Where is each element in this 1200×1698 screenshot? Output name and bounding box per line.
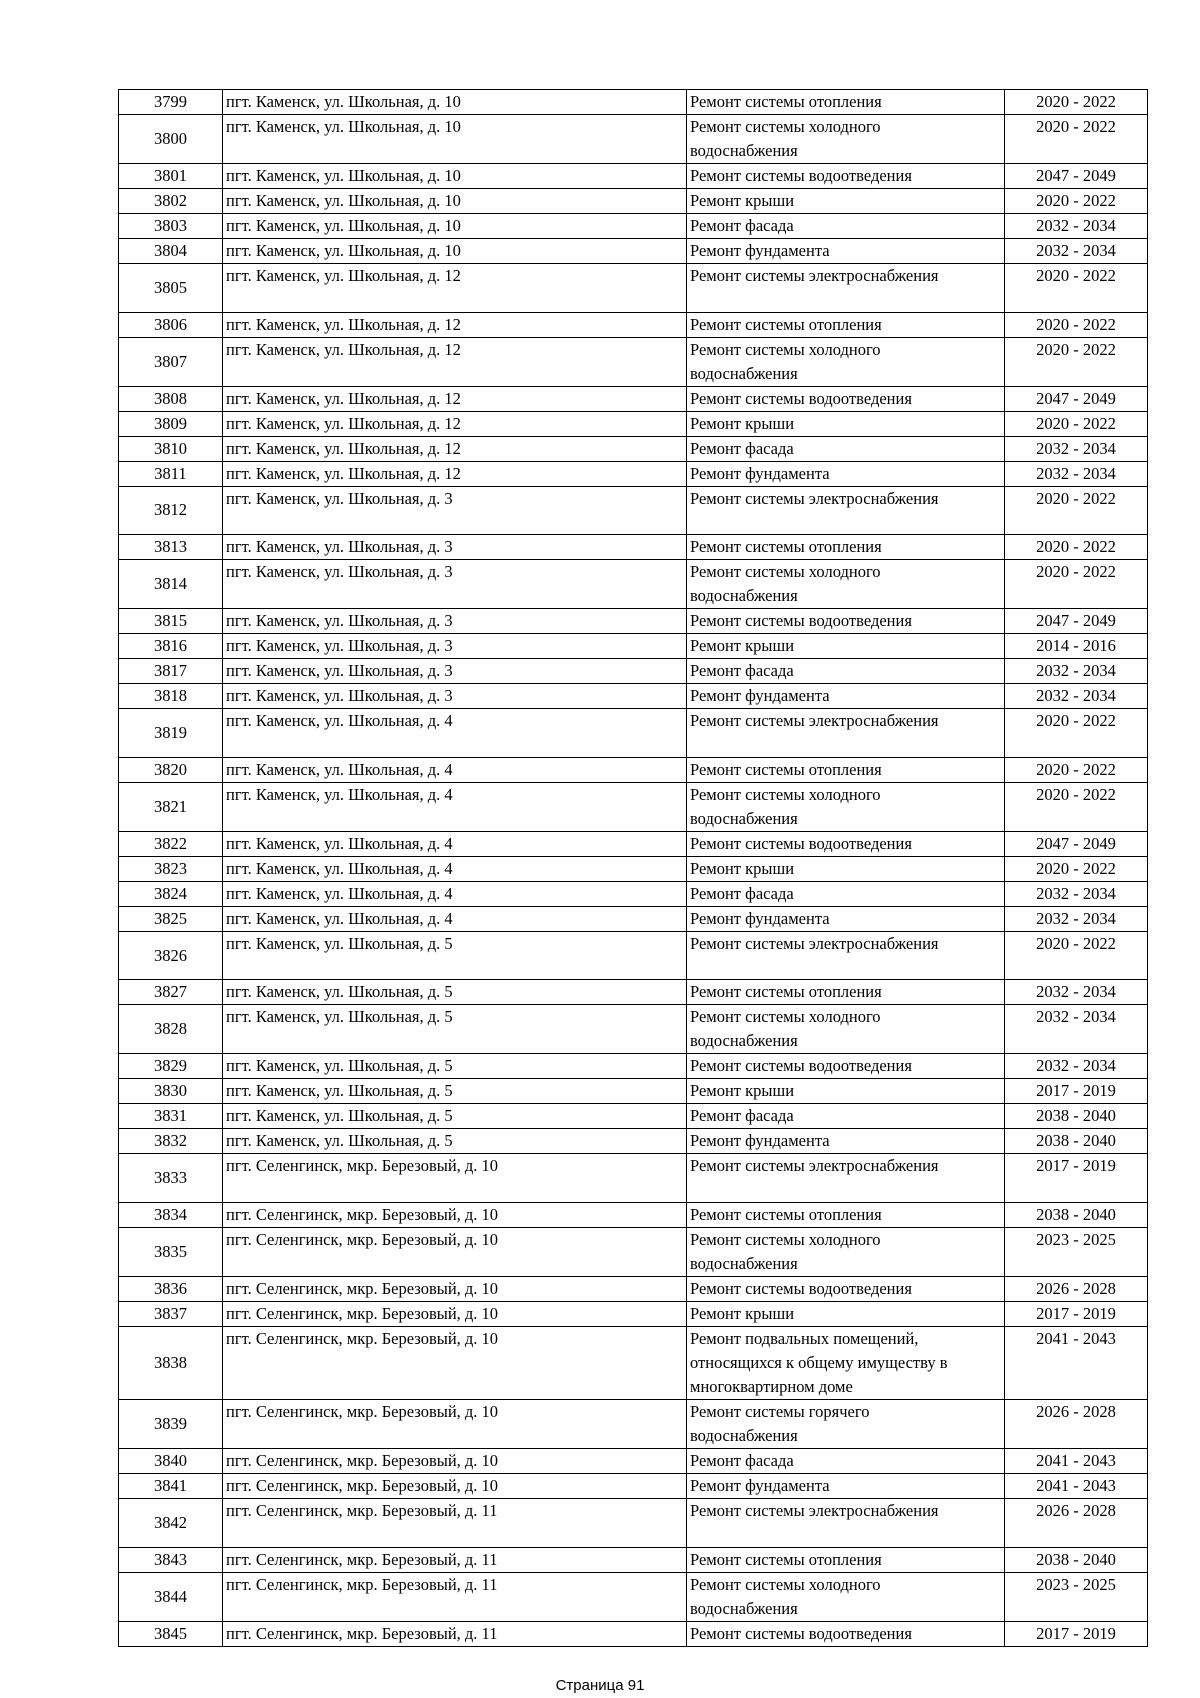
table-row	[119, 264, 1148, 313]
repair-schedule-table	[118, 89, 1148, 1647]
row-number-cell: 3823	[119, 856, 223, 881]
work-type-line: Ремонт фундамента	[690, 1475, 830, 1495]
work-type-cell	[687, 239, 1005, 264]
work-type-line: водоснабжения	[690, 1425, 798, 1445]
table-row	[119, 560, 1148, 609]
work-type-line: Ремонт системы водоотведения	[690, 1278, 912, 1298]
table-row	[119, 90, 1148, 115]
period-cell: 2014 - 2016	[1005, 634, 1148, 659]
work-type-cell	[687, 1079, 1005, 1104]
table-row	[119, 659, 1148, 684]
table-row	[119, 337, 1148, 386]
work-type-line: Ремонт крыши	[690, 1081, 795, 1101]
work-type-cell	[687, 411, 1005, 436]
work-type-line: Ремонт системы холодного	[690, 784, 881, 804]
work-type-cell	[687, 1005, 1005, 1054]
work-type-line: Ремонт системы электроснабжения	[690, 1500, 939, 1520]
address-cell: пгт. Каменск, ул. Школьная, д. 5	[223, 1104, 687, 1129]
row-number-cell: 3801	[119, 164, 223, 189]
work-type-cell	[687, 1054, 1005, 1079]
work-type-cell	[687, 1547, 1005, 1572]
address-cell: пгт. Каменск, ул. Школьная, д. 3	[223, 560, 687, 609]
period-cell: 2020 - 2022	[1005, 312, 1148, 337]
period-cell: 2017 - 2019	[1005, 1621, 1148, 1646]
table-row	[119, 1621, 1148, 1646]
period-cell: 2032 - 2034	[1005, 980, 1148, 1005]
table-row	[119, 535, 1148, 560]
table-row	[119, 782, 1148, 831]
row-number-cell: 3816	[119, 634, 223, 659]
work-type-line: Ремонт фундамента	[690, 686, 830, 706]
period-cell: 2017 - 2019	[1005, 1301, 1148, 1326]
address-cell: пгт. Каменск, ул. Школьная, д. 5	[223, 1079, 687, 1104]
table-row	[119, 115, 1148, 164]
row-number-cell: 3819	[119, 709, 223, 758]
work-type-line: водоснабжения	[690, 141, 798, 160]
work-type-line: Ремонт системы холодного	[690, 1229, 881, 1249]
period-cell: 2020 - 2022	[1005, 560, 1148, 609]
period-cell: 2032 - 2034	[1005, 1054, 1148, 1079]
period-cell: 2038 - 2040	[1005, 1129, 1148, 1154]
work-type-line: Ремонт системы электроснабжения	[690, 711, 939, 731]
work-type-cell	[687, 931, 1005, 980]
work-type-line: Ремонт системы водоотведения	[690, 1056, 912, 1076]
row-number-cell: 3800	[119, 115, 223, 164]
work-type-cell	[687, 1498, 1005, 1547]
address-cell: пгт. Каменск, ул. Школьная, д. 12	[223, 337, 687, 386]
work-type-line: Ремонт крыши	[690, 636, 795, 656]
address-cell: пгт. Каменск, ул. Школьная, д. 3	[223, 634, 687, 659]
work-type-cell	[687, 1202, 1005, 1227]
work-type-cell	[687, 1227, 1005, 1276]
work-type-cell	[687, 881, 1005, 906]
table-row	[119, 709, 1148, 758]
row-number-cell: 3806	[119, 312, 223, 337]
address-cell: пгт. Каменск, ул. Школьная, д. 12	[223, 461, 687, 486]
address-cell: пгт. Каменск, ул. Школьная, д. 3	[223, 609, 687, 634]
period-cell: 2032 - 2034	[1005, 214, 1148, 239]
table-row	[119, 486, 1148, 535]
row-number-cell: 3828	[119, 1005, 223, 1054]
table-row	[119, 1129, 1148, 1154]
work-type-cell	[687, 264, 1005, 313]
table-row	[119, 931, 1148, 980]
work-type-line: Ремонт фасада	[690, 883, 794, 903]
period-cell: 2038 - 2040	[1005, 1202, 1148, 1227]
work-type-line: Ремонт крыши	[690, 413, 795, 433]
address-cell: пгт. Каменск, ул. Школьная, д. 4	[223, 782, 687, 831]
table-row	[119, 436, 1148, 461]
row-number-cell: 3824	[119, 881, 223, 906]
address-cell: пгт. Селенгинск, мкр. Березовый, д. 10	[223, 1326, 687, 1399]
address-cell: пгт. Селенгинск, мкр. Березовый, д. 10	[223, 1227, 687, 1276]
work-type-cell	[687, 1154, 1005, 1203]
work-type-cell	[687, 1301, 1005, 1326]
period-cell: 2020 - 2022	[1005, 535, 1148, 560]
period-cell: 2020 - 2022	[1005, 931, 1148, 980]
period-cell: 2023 - 2025	[1005, 1227, 1148, 1276]
period-cell: 2023 - 2025	[1005, 1572, 1148, 1621]
address-cell: пгт. Каменск, ул. Школьная, д. 12	[223, 264, 687, 313]
work-type-line: Ремонт системы водоотведения	[690, 166, 912, 185]
table-row	[119, 164, 1148, 189]
period-cell: 2032 - 2034	[1005, 906, 1148, 931]
period-cell: 2032 - 2034	[1005, 684, 1148, 709]
address-cell: пгт. Селенгинск, мкр. Березовый, д. 10	[223, 1448, 687, 1473]
period-cell: 2041 - 2043	[1005, 1448, 1148, 1473]
address-cell: пгт. Селенгинск, мкр. Березовый, д. 10	[223, 1154, 687, 1203]
address-cell: пгт. Селенгинск, мкр. Березовый, д. 10	[223, 1399, 687, 1448]
table-row	[119, 856, 1148, 881]
period-cell: 2032 - 2034	[1005, 881, 1148, 906]
row-number-cell: 3833	[119, 1154, 223, 1203]
address-cell: пгт. Каменск, ул. Школьная, д. 3	[223, 486, 687, 535]
work-type-cell	[687, 214, 1005, 239]
work-type-line: Ремонт системы электроснабжения	[690, 1156, 939, 1176]
work-type-cell	[687, 684, 1005, 709]
table-row	[119, 386, 1148, 411]
row-number-cell: 3832	[119, 1129, 223, 1154]
work-type-line: Ремонт системы отопления	[690, 92, 882, 111]
table-row	[119, 1301, 1148, 1326]
work-type-line: Ремонт системы водоотведения	[690, 833, 912, 853]
row-number-cell: 3810	[119, 436, 223, 461]
row-number-cell: 3829	[119, 1054, 223, 1079]
work-type-line: Ремонт системы горячего	[690, 1401, 870, 1421]
row-number-cell: 3811	[119, 461, 223, 486]
row-number-cell: 3840	[119, 1448, 223, 1473]
table-row	[119, 1227, 1148, 1276]
table-row	[119, 239, 1148, 264]
table-row	[119, 1547, 1148, 1572]
work-type-cell	[687, 164, 1005, 189]
table-row	[119, 1473, 1148, 1498]
row-number-cell: 3799	[119, 90, 223, 115]
table-body	[119, 90, 1148, 1647]
work-type-cell	[687, 757, 1005, 782]
work-type-line: Ремонт системы холодного	[690, 339, 881, 359]
row-number-cell: 3827	[119, 980, 223, 1005]
work-type-line: Ремонт системы водоотведения	[690, 1623, 912, 1643]
address-cell: пгт. Каменск, ул. Школьная, д. 10	[223, 189, 687, 214]
address-cell: пгт. Каменск, ул. Школьная, д. 12	[223, 411, 687, 436]
row-number-cell: 3817	[119, 659, 223, 684]
work-type-line: водоснабжения	[690, 586, 798, 606]
row-number-cell: 3802	[119, 189, 223, 214]
work-type-cell	[687, 386, 1005, 411]
row-number-cell: 3831	[119, 1104, 223, 1129]
work-type-cell	[687, 709, 1005, 758]
row-number-cell: 3818	[119, 684, 223, 709]
work-type-line: водоснабжения	[690, 808, 798, 828]
address-cell: пгт. Селенгинск, мкр. Березовый, д. 11	[223, 1572, 687, 1621]
address-cell: пгт. Каменск, ул. Школьная, д. 12	[223, 436, 687, 461]
work-type-cell	[687, 1129, 1005, 1154]
work-type-line: Ремонт системы отопления	[690, 982, 882, 1002]
address-cell: пгт. Селенгинск, мкр. Березовый, д. 11	[223, 1547, 687, 1572]
period-cell: 2017 - 2019	[1005, 1079, 1148, 1104]
period-cell: 2041 - 2043	[1005, 1473, 1148, 1498]
table-row	[119, 757, 1148, 782]
work-type-cell	[687, 486, 1005, 535]
work-type-line: водоснабжения	[690, 1031, 798, 1051]
work-type-cell	[687, 856, 1005, 881]
work-type-line: Ремонт системы электроснабжения	[690, 933, 939, 953]
work-type-line: Ремонт системы холодного	[690, 1007, 881, 1027]
work-type-cell	[687, 1399, 1005, 1448]
period-cell: 2032 - 2034	[1005, 659, 1148, 684]
address-cell: пгт. Селенгинск, мкр. Березовый, д. 10	[223, 1473, 687, 1498]
row-number-cell: 3820	[119, 757, 223, 782]
row-number-cell: 3843	[119, 1547, 223, 1572]
work-type-cell	[687, 609, 1005, 634]
address-cell: пгт. Каменск, ул. Школьная, д. 3	[223, 535, 687, 560]
row-number-cell: 3815	[119, 609, 223, 634]
row-number-cell: 3842	[119, 1498, 223, 1547]
table-row	[119, 1054, 1148, 1079]
work-type-cell	[687, 1621, 1005, 1646]
work-type-line: Ремонт системы холодного	[690, 1574, 881, 1594]
work-type-cell	[687, 831, 1005, 856]
work-type-cell	[687, 906, 1005, 931]
table-row	[119, 189, 1148, 214]
work-type-line: Ремонт фундамента	[690, 1131, 830, 1151]
row-number-cell: 3844	[119, 1572, 223, 1621]
address-cell: пгт. Каменск, ул. Школьная, д. 10	[223, 115, 687, 164]
row-number-cell: 3822	[119, 831, 223, 856]
work-type-cell	[687, 1473, 1005, 1498]
row-number-cell: 3835	[119, 1227, 223, 1276]
period-cell: 2020 - 2022	[1005, 757, 1148, 782]
row-number-cell: 3826	[119, 931, 223, 980]
work-type-line: Ремонт крыши	[690, 191, 795, 210]
period-cell: 2020 - 2022	[1005, 411, 1148, 436]
work-type-cell	[687, 461, 1005, 486]
work-type-line: Ремонт системы отопления	[690, 1549, 882, 1569]
address-cell: пгт. Каменск, ул. Школьная, д. 5	[223, 1129, 687, 1154]
table-row	[119, 1079, 1148, 1104]
work-type-cell	[687, 535, 1005, 560]
address-cell: пгт. Каменск, ул. Школьная, д. 5	[223, 931, 687, 980]
address-cell: пгт. Каменск, ул. Школьная, д. 10	[223, 164, 687, 189]
address-cell: пгт. Каменск, ул. Школьная, д. 3	[223, 659, 687, 684]
address-cell: пгт. Селенгинск, мкр. Березовый, д. 10	[223, 1301, 687, 1326]
work-type-line: относящихся к общему имуществу в	[690, 1352, 948, 1372]
work-type-line: Ремонт системы электроснабжения	[690, 266, 939, 285]
table-row	[119, 1399, 1148, 1448]
table-row	[119, 634, 1148, 659]
table-row	[119, 214, 1148, 239]
work-type-cell	[687, 1448, 1005, 1473]
work-type-line: Ремонт крыши	[690, 1303, 795, 1323]
table-row	[119, 461, 1148, 486]
address-cell: пгт. Каменск, ул. Школьная, д. 10	[223, 214, 687, 239]
work-type-cell	[687, 1572, 1005, 1621]
address-cell: пгт. Селенгинск, мкр. Березовый, д. 10	[223, 1276, 687, 1301]
work-type-line: водоснабжения	[690, 363, 798, 383]
work-type-line: Ремонт фасада	[690, 1450, 794, 1470]
period-cell: 2032 - 2034	[1005, 1005, 1148, 1054]
address-cell: пгт. Каменск, ул. Школьная, д. 4	[223, 906, 687, 931]
row-number-cell: 3821	[119, 782, 223, 831]
address-cell: пгт. Селенгинск, мкр. Березовый, д. 10	[223, 1202, 687, 1227]
table-row	[119, 684, 1148, 709]
address-cell: пгт. Селенгинск, мкр. Березовый, д. 11	[223, 1621, 687, 1646]
row-number-cell: 3813	[119, 535, 223, 560]
work-type-cell	[687, 189, 1005, 214]
table-row	[119, 831, 1148, 856]
work-type-line: водоснабжения	[690, 1598, 798, 1618]
work-type-line: Ремонт крыши	[690, 858, 795, 878]
work-type-cell	[687, 115, 1005, 164]
row-number-cell: 3808	[119, 386, 223, 411]
period-cell: 2038 - 2040	[1005, 1547, 1148, 1572]
work-type-line: Ремонт фасада	[690, 1106, 794, 1126]
address-cell: пгт. Каменск, ул. Школьная, д. 5	[223, 1054, 687, 1079]
row-number-cell: 3804	[119, 239, 223, 264]
work-type-cell	[687, 782, 1005, 831]
period-cell: 2020 - 2022	[1005, 486, 1148, 535]
row-number-cell: 3845	[119, 1621, 223, 1646]
work-type-line: Ремонт системы отопления	[690, 314, 882, 334]
address-cell: пгт. Селенгинск, мкр. Березовый, д. 11	[223, 1498, 687, 1547]
address-cell: пгт. Каменск, ул. Школьная, д. 12	[223, 386, 687, 411]
table-row	[119, 980, 1148, 1005]
period-cell: 2020 - 2022	[1005, 264, 1148, 313]
row-number-cell: 3803	[119, 214, 223, 239]
period-cell: 2020 - 2022	[1005, 337, 1148, 386]
period-cell: 2017 - 2019	[1005, 1154, 1148, 1203]
work-type-cell	[687, 1276, 1005, 1301]
address-cell: пгт. Каменск, ул. Школьная, д. 4	[223, 831, 687, 856]
row-number-cell: 3809	[119, 411, 223, 436]
row-number-cell: 3812	[119, 486, 223, 535]
period-cell: 2047 - 2049	[1005, 831, 1148, 856]
work-type-cell	[687, 1104, 1005, 1129]
period-cell: 2047 - 2049	[1005, 386, 1148, 411]
work-type-line: Ремонт фасада	[690, 216, 794, 235]
period-cell: 2032 - 2034	[1005, 239, 1148, 264]
work-type-line: Ремонт фундамента	[690, 463, 830, 483]
period-cell: 2026 - 2028	[1005, 1276, 1148, 1301]
work-type-line: Ремонт фундамента	[690, 241, 830, 260]
table-row	[119, 1326, 1148, 1399]
work-type-cell	[687, 90, 1005, 115]
period-cell: 2047 - 2049	[1005, 609, 1148, 634]
period-cell: 2020 - 2022	[1005, 115, 1148, 164]
address-cell: пгт. Каменск, ул. Школьная, д. 4	[223, 709, 687, 758]
row-number-cell: 3836	[119, 1276, 223, 1301]
period-cell: 2032 - 2034	[1005, 436, 1148, 461]
table-row	[119, 1448, 1148, 1473]
period-cell: 2026 - 2028	[1005, 1399, 1148, 1448]
work-type-cell	[687, 634, 1005, 659]
address-cell: пгт. Каменск, ул. Школьная, д. 3	[223, 684, 687, 709]
work-type-line: Ремонт фасада	[690, 661, 794, 681]
table-row	[119, 312, 1148, 337]
row-number-cell: 3807	[119, 337, 223, 386]
work-type-line: многоквартирном доме	[690, 1376, 853, 1396]
period-cell: 2041 - 2043	[1005, 1326, 1148, 1399]
row-number-cell: 3841	[119, 1473, 223, 1498]
table-row	[119, 1572, 1148, 1621]
work-type-cell	[687, 312, 1005, 337]
row-number-cell: 3838	[119, 1326, 223, 1399]
table-row	[119, 411, 1148, 436]
table-row	[119, 1498, 1148, 1547]
page-number: Страница 91	[555, 1677, 645, 1694]
table-row	[119, 1104, 1148, 1129]
table-row	[119, 881, 1148, 906]
work-type-cell	[687, 1326, 1005, 1399]
row-number-cell: 3834	[119, 1202, 223, 1227]
work-type-line: Ремонт фасада	[690, 438, 794, 458]
work-type-cell	[687, 980, 1005, 1005]
period-cell: 2020 - 2022	[1005, 782, 1148, 831]
address-cell: пгт. Каменск, ул. Школьная, д. 4	[223, 757, 687, 782]
work-type-line: Ремонт системы водоотведения	[690, 388, 912, 408]
period-cell: 2020 - 2022	[1005, 709, 1148, 758]
work-type-line: Ремонт системы холодного	[690, 117, 881, 136]
table-row	[119, 906, 1148, 931]
row-number-cell: 3805	[119, 264, 223, 313]
address-cell: пгт. Каменск, ул. Школьная, д. 5	[223, 1005, 687, 1054]
work-type-cell	[687, 337, 1005, 386]
table-row	[119, 609, 1148, 634]
period-cell: 2038 - 2040	[1005, 1104, 1148, 1129]
row-number-cell: 3825	[119, 906, 223, 931]
work-type-line: Ремонт системы отопления	[690, 759, 882, 779]
address-cell: пгт. Каменск, ул. Школьная, д. 4	[223, 881, 687, 906]
table-row	[119, 1276, 1148, 1301]
period-cell: 2020 - 2022	[1005, 856, 1148, 881]
work-type-line: Ремонт системы отопления	[690, 1204, 882, 1224]
work-type-cell	[687, 659, 1005, 684]
address-cell: пгт. Каменск, ул. Школьная, д. 10	[223, 239, 687, 264]
row-number-cell: 3837	[119, 1301, 223, 1326]
period-cell: 2026 - 2028	[1005, 1498, 1148, 1547]
address-cell: пгт. Каменск, ул. Школьная, д. 4	[223, 856, 687, 881]
period-cell: 2032 - 2034	[1005, 461, 1148, 486]
work-type-line: Ремонт системы водоотведения	[690, 611, 912, 631]
work-type-line: Ремонт системы электроснабжения	[690, 488, 939, 508]
period-cell: 2020 - 2022	[1005, 189, 1148, 214]
address-cell: пгт. Каменск, ул. Школьная, д. 5	[223, 980, 687, 1005]
table-row	[119, 1202, 1148, 1227]
table-row	[119, 1005, 1148, 1054]
work-type-cell	[687, 436, 1005, 461]
period-cell: 2047 - 2049	[1005, 164, 1148, 189]
row-number-cell: 3839	[119, 1399, 223, 1448]
work-type-line: Ремонт подвальных помещений,	[690, 1328, 919, 1348]
work-type-line: Ремонт фундамента	[690, 908, 830, 928]
work-type-line: Ремонт системы отопления	[690, 537, 882, 557]
row-number-cell: 3830	[119, 1079, 223, 1104]
address-cell: пгт. Каменск, ул. Школьная, д. 12	[223, 312, 687, 337]
work-type-line: водоснабжения	[690, 1253, 798, 1273]
work-type-line: Ремонт системы холодного	[690, 562, 881, 582]
table-row	[119, 1154, 1148, 1203]
work-type-cell	[687, 560, 1005, 609]
row-number-cell: 3814	[119, 560, 223, 609]
period-cell: 2020 - 2022	[1005, 90, 1148, 115]
address-cell: пгт. Каменск, ул. Школьная, д. 10	[223, 90, 687, 115]
